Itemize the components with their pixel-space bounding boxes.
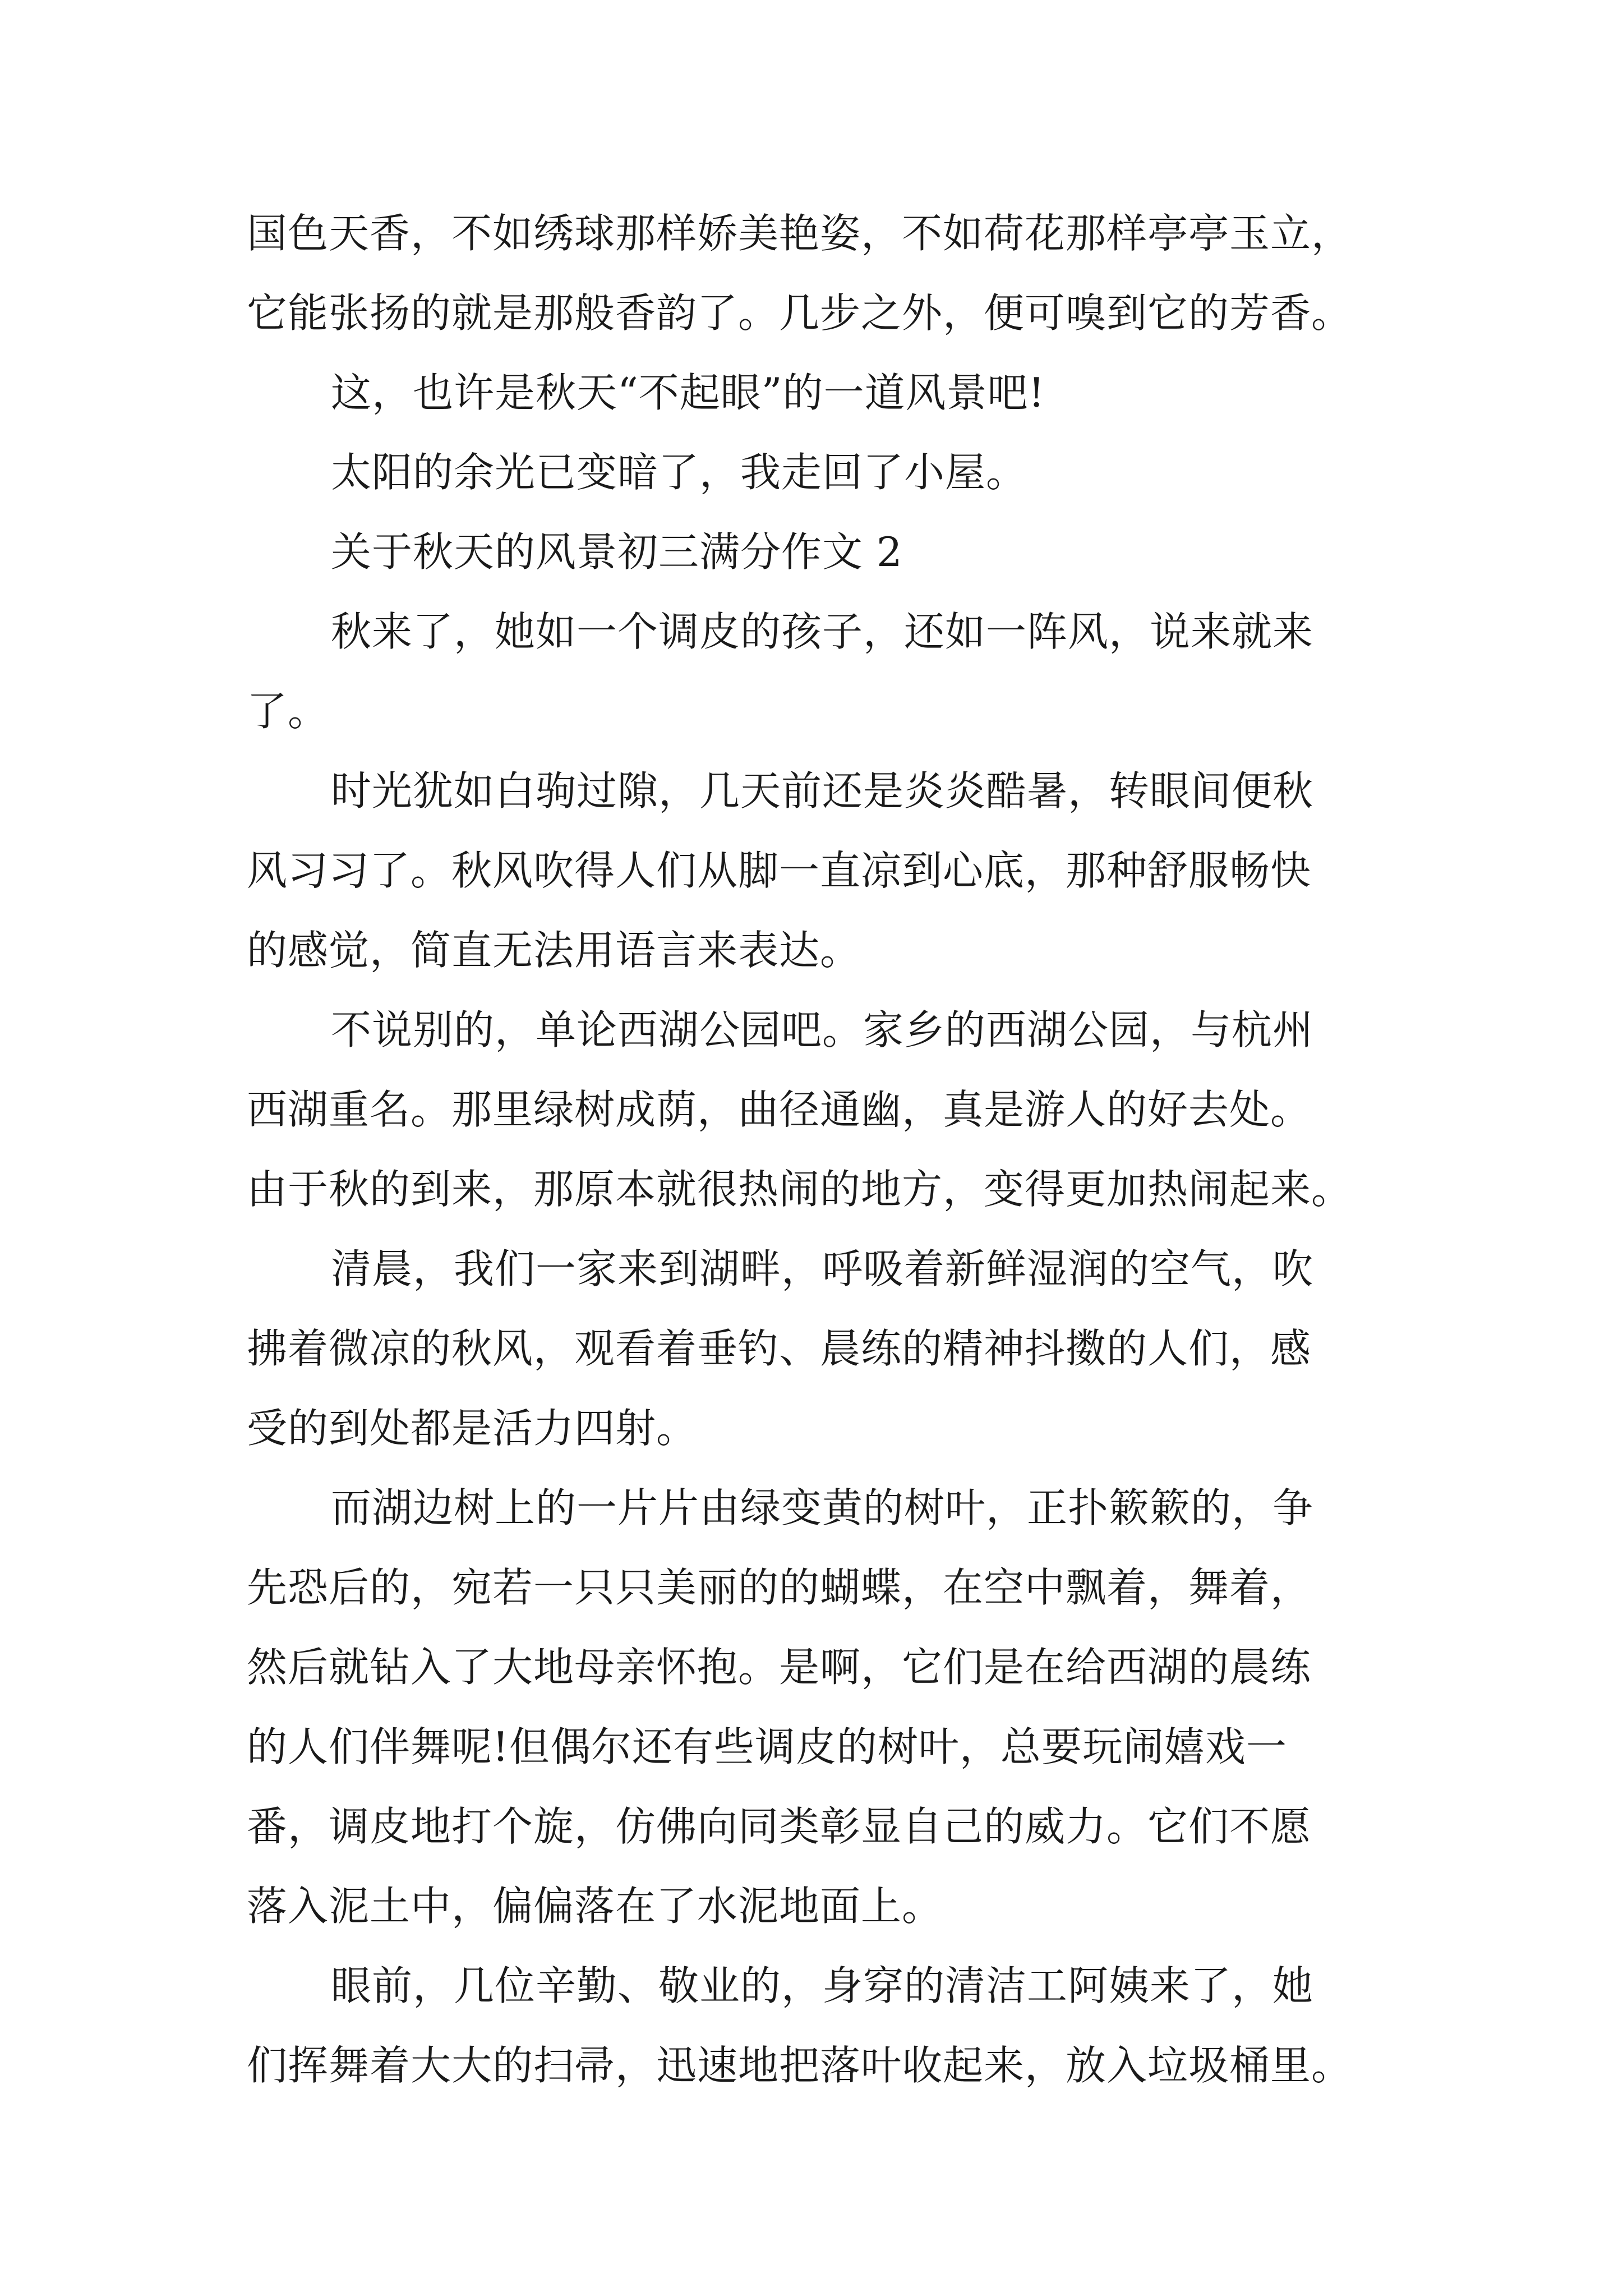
text-line: 这，也许是秋天“不起眼”的一道风景吧! [331, 369, 1045, 416]
text-line: 秋来了，她如一个调皮的孩子，还如一阵风，说来就来 [331, 608, 1314, 655]
document-body [247, 194, 1391, 2105]
text-line: 落入泥土中，偏偏落在了水泥地面上。 [247, 1883, 943, 1930]
text-line: 而湖边树上的一片片由绿变黄的树叶，正扑簌簌的，争 [331, 1484, 1314, 1531]
text-line: 先恐后的，宛若一只只美丽的的蝴蝶，在空中飘着，舞着， [247, 1564, 1312, 1611]
text-line: 国色天香，不如绣球那样娇美艳姿，不如荷花那样亭亭玉立， [247, 210, 1353, 257]
text-line: 番，调皮地打个旋，仿佛向同类彰显自己的威力。它们不愿 [247, 1803, 1312, 1850]
text-line: 由于秋的到来，那原本就很热闹的地方，变得更加热闹起来。 [247, 1166, 1353, 1213]
text-line: 时光犹如白驹过隙，几天前还是炎炎酷暑，转眼间便秋 [331, 767, 1314, 815]
text-line: 它能张扬的就是那般香韵了。几步之外，便可嗅到它的芳香。 [247, 289, 1353, 337]
text-line: 受的到处都是活力四射。 [247, 1405, 698, 1452]
text-line: 了。 [247, 688, 329, 735]
text-line: 风习习了。秋风吹得人们从脚一直凉到心底，那种舒服畅快 [247, 847, 1312, 894]
text-line: 然后就钻入了大地母亲怀抱。是啊，它们是在给西湖的晨练 [247, 1644, 1312, 1691]
text-line: 的感觉，简直无法用语言来表达。 [247, 927, 861, 974]
section-heading: 关于秋天的风景初三满分作文 2 [331, 528, 903, 576]
text-line: 不说别的，单论西湖公园吧。家乡的西湖公园，与杭州 [331, 1006, 1314, 1053]
text-line: 眼前，几位辛勤、敬业的，身穿的清洁工阿姨来了，她 [331, 1962, 1314, 2009]
text-line: 清晨，我们一家来到湖畔，呼吸着新鲜湿润的空气，吹 [331, 1245, 1314, 1292]
text-line: 太阳的余光已变暗了，我走回了小屋。 [331, 449, 1027, 496]
text-line: 们挥舞着大大的扫帚，迅速地把落叶收起来，放入垃圾桶里。 [247, 2042, 1353, 2089]
text-line: 拂着微凉的秋风，观看着垂钓、晨练的精神抖擞的人们，感 [247, 1325, 1312, 1372]
text-line: 的人们伴舞呢!但偶尔还有些调皮的树叶，总要玩闹嬉戏一 [247, 1723, 1287, 1770]
text-line: 西湖重名。那里绿树成荫，曲径通幽，真是游人的好去处。 [247, 1086, 1312, 1133]
